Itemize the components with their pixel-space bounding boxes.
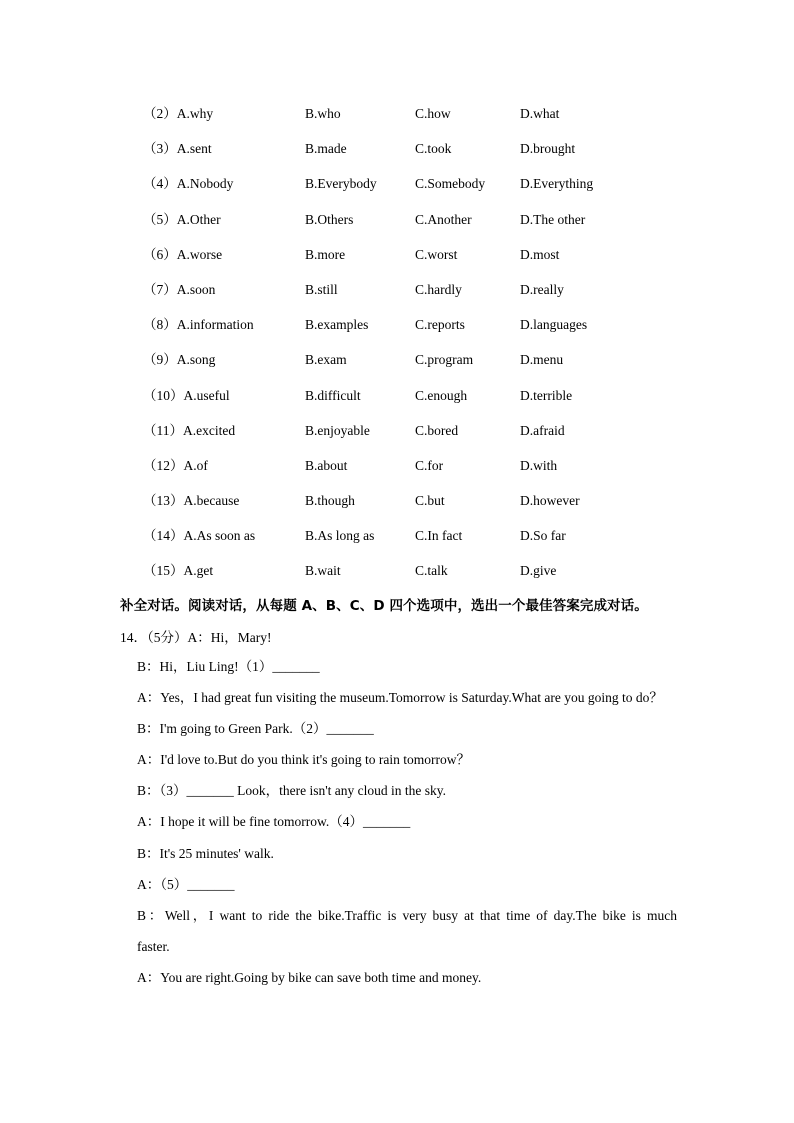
option-c: C.program (415, 352, 474, 368)
dialogue-line: A：I'd love to.But do you think it's going to rain tomorrow？ (137, 752, 470, 768)
option-a: （9）A.song (143, 352, 216, 368)
dialogue-line: A：You are right.Going by bike can save both time and money. (137, 969, 482, 985)
option-b: B.difficult (305, 387, 361, 403)
option-c: C.how (415, 106, 451, 121)
option-d: D.So far (520, 528, 566, 544)
option-b: B.about (305, 457, 348, 473)
dialogue-line: B：I'm going to Green Park.（2）_______ (137, 721, 374, 737)
option-b: B.made (305, 141, 347, 157)
choice-options-list (0, 96, 794, 589)
option-b: B.Everybody (305, 176, 377, 192)
option-a: （11）A.excited (143, 422, 236, 438)
option-row (0, 166, 794, 201)
option-c: C.Somebody (415, 176, 486, 192)
option-d: D.languages (520, 317, 588, 333)
option-a: （13）A.because (143, 493, 240, 509)
dialogue-line: B：（3）_______ Look，there isn't any cloud in the sky. (137, 783, 447, 799)
option-d: D.most (520, 246, 560, 262)
option-row (0, 307, 794, 342)
option-a: （3）A.sent (143, 141, 212, 157)
option-a: （14）A.As soon as (143, 528, 256, 544)
dialogue-line: A：I hope it will be fine tomorrow.（4）_______ (137, 814, 411, 830)
option-a: （8）A.information (143, 317, 254, 333)
option-a: （10）A.useful (143, 387, 230, 403)
option-row (0, 553, 794, 588)
dialogue-line: A：（5）_______ (137, 876, 235, 892)
option-b: B.exam (305, 352, 347, 368)
option-c: C.but (415, 493, 445, 509)
option-b: B.who (305, 106, 341, 121)
option-c: C.bored (415, 422, 459, 438)
option-c: C.worst (415, 246, 458, 262)
option-d: D.afraid (520, 422, 565, 438)
option-a: （15）A.get (143, 563, 214, 579)
option-row (0, 448, 794, 483)
option-b: B.Others (305, 211, 354, 227)
dialogue-line: B：Hi，Liu Ling!（1）_______ (137, 659, 320, 674)
option-b: B.more (305, 246, 346, 262)
option-c: C.talk (415, 563, 448, 579)
question-heading: 14．（5分）A：Hi，Mary! (120, 630, 272, 645)
option-row (0, 131, 794, 166)
dialogue-block (137, 651, 677, 993)
option-c: C.reports (415, 317, 465, 333)
option-c: C.for (415, 457, 444, 473)
option-d: D.what (520, 106, 560, 121)
option-d: D.with (520, 457, 558, 473)
section-instruction: 补全对话。阅读对话，从每题 A、B、C、D 四个选项中，选出一个最佳答案完成对话。 (120, 598, 648, 614)
dialogue-line: B：It's 25 minutes' walk. (137, 845, 274, 861)
option-row (0, 483, 794, 518)
option-d: D.Everything (520, 176, 594, 192)
option-a: （2）A.why (143, 106, 214, 121)
dialogue-line: B：Well，I want to ride the bike.Traffic is very busy at that time of day.The bike is much (137, 907, 677, 923)
option-a: （6）A.worse (143, 246, 223, 262)
option-row (0, 237, 794, 272)
option-row (0, 272, 794, 307)
option-b: B.examples (305, 317, 369, 333)
option-b: B.wait (305, 563, 341, 579)
option-d: D.give (520, 563, 557, 579)
dialogue-line: A：Yes，I had great fun visiting the museum.Tomorrow is Saturday.What are you going to do？ (137, 690, 663, 706)
option-c: C.took (415, 141, 452, 157)
option-b: B.As long as (305, 528, 375, 544)
option-row (0, 96, 794, 131)
option-c: C.hardly (415, 281, 462, 297)
option-c: C.In fact (415, 528, 463, 544)
option-b: B.enjoyable (305, 422, 370, 438)
option-d: D.The other (520, 211, 586, 227)
option-row (0, 518, 794, 553)
option-row (0, 413, 794, 448)
option-row (0, 378, 794, 413)
option-c: C.enough (415, 387, 468, 403)
option-row (0, 202, 794, 237)
option-b: B.still (305, 281, 338, 297)
option-c: C.Another (415, 211, 472, 227)
option-a: （7）A.soon (143, 281, 216, 297)
option-b: B.though (305, 493, 355, 509)
option-d: D.however (520, 493, 580, 509)
option-row (0, 342, 794, 377)
option-d: D.terrible (520, 387, 573, 403)
option-a: （5）A.Other (143, 211, 221, 227)
dialogue-line-continuation: faster. (137, 938, 170, 954)
option-a: （4）A.Nobody (143, 176, 234, 192)
option-a: （12）A.of (143, 457, 208, 473)
option-d: D.brought (520, 141, 576, 157)
option-d: D.really (520, 281, 564, 297)
option-d: D.menu (520, 352, 564, 368)
